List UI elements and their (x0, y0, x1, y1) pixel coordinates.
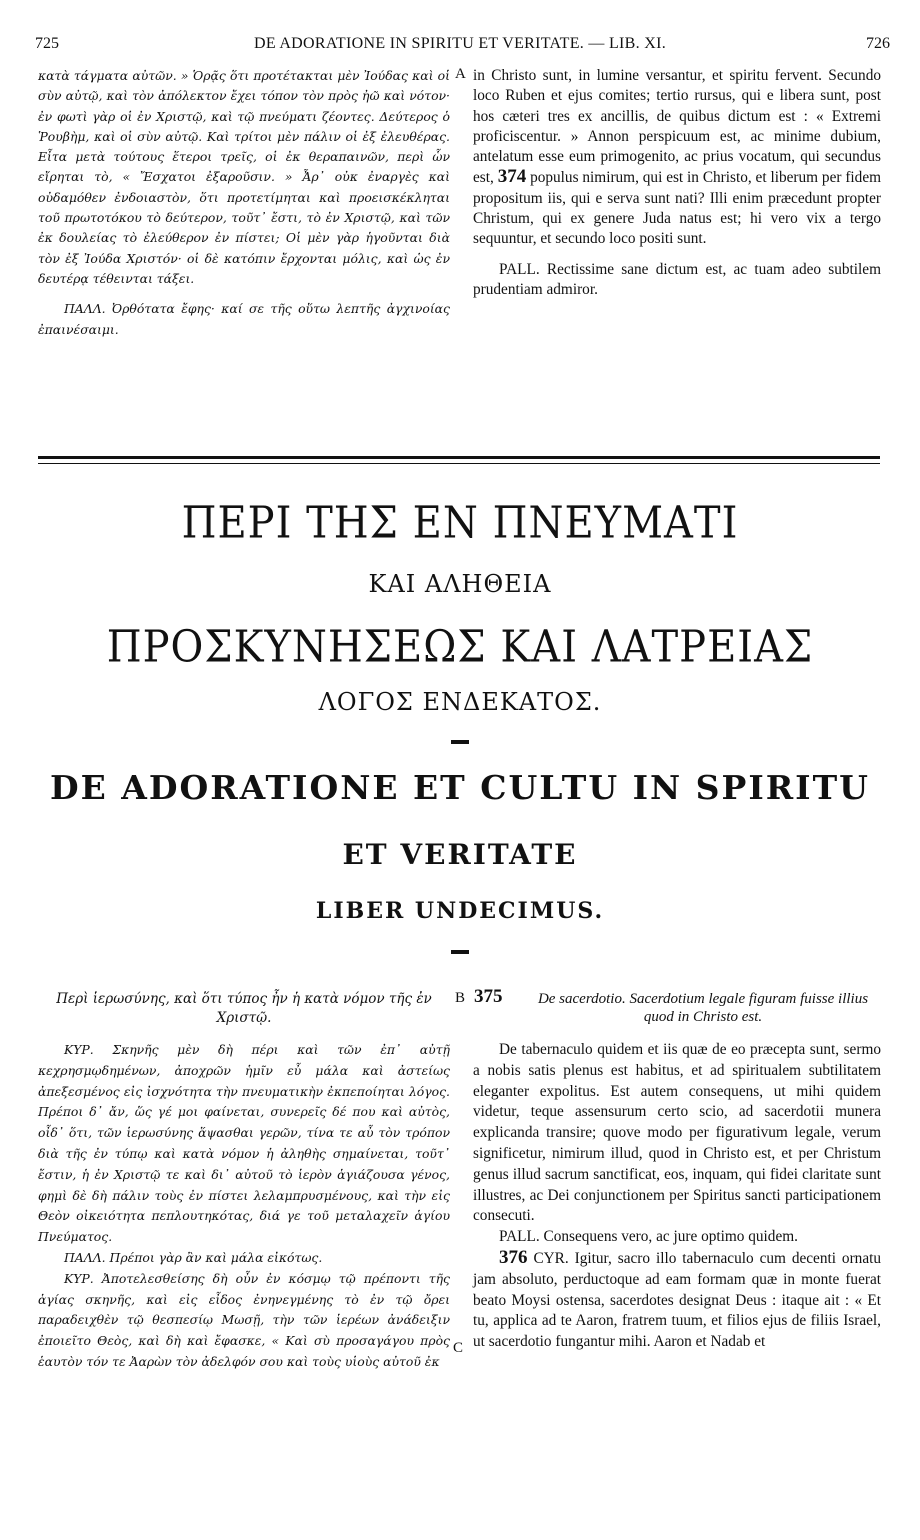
latin-column-bottom (473, 1040, 881, 1353)
latin-section-heading: De sacerdotio. Sacerdotium legale figuram fuisse illius quod in Christo est. (537, 991, 869, 1025)
greek-paragraph: κατὰ τάγματα αὐτῶν. » Ὁρᾷς ὅτι προτέτακται μὲν Ἰούδας καὶ οἱ σὺν αὐτῷ, καὶ τὸν ἀπόλεκτον ἔχει τόπον τὸν πρὸς ἠῶ καὶ νότον· ἐν φωτὶ γὰρ οἱ ἐν Χριστῷ, καὶ τῷ πνεύματι ζέοντες. Δεύτερος ὁ Ῥουβὴμ, καὶ οἱ σὺν αὐτῷ. Καὶ τρίτοι μὲν πάλιν οἱ ἐξ ἐλευθέρας. Εἶτα μετὰ τούτους ἕτεροι τρεῖς, οἱ ἐκ θεραπαινῶν, περὶ ὧν εἴρηται τὸ, « Ἔσχατοι ἐξαροῦσιν. » Ἆρ᾽ οὐκ ἐναργὲς καὶ οὐδαμόθεν ἐνδοιαστὸν, ὅτι προτετίμηται καὶ προεισκέκληται τοῦ πρωτοτόκου τὸ δεύτερον, τοῦτ᾽ ἔστι, τὸ ἐν Χριστῷ, καὶ τῶν ἐκ δουλείας τὸ ἐλεύθερον ἐν πίστει; Οἱ μὲν γὰρ ἡγοῦνται διὰ τὸν ἐξ Ἰούδα Χριστόν· οἱ δὲ κατόπιν ἔρχονται μόλις, καὶ ὡς ἐν δευτέρᾳ τέθεινται τάξει. (38, 68, 450, 286)
section-rule (38, 456, 880, 459)
latin-title-line: DE ADORATIONE ET CULTU IN SPIRITU (50, 768, 870, 807)
greek-title-line: ΚΑΙ ΑΛΗΘΕΙΑ (368, 570, 552, 598)
column-number: 375 (474, 986, 503, 1007)
latin-paragraph (473, 1248, 881, 1353)
title-dash (451, 950, 469, 954)
section-rule-thin (38, 463, 880, 464)
page-number-right: 726 (866, 35, 890, 52)
marginal-letter-a: A (455, 66, 466, 82)
title-dash (451, 740, 469, 744)
latin-paragraph (473, 66, 881, 250)
latin-subtitle: LIBER UNDECIMUS. (315, 898, 605, 924)
greek-paragraph: ΠΑΛΛ. Ὀρθότατα ἔφης· καί σε τῆς οὕτω λεπτῆς ἀγχινοίας ἐπαινέσαιμι. (38, 301, 450, 337)
latin-text: in Christo sunt, in lumine versantur, et spiritu fervent. Secundo loco Ruben et ejus comites; tertio rursus, qui e libera sunt, post hos cæteri tres ex ancillis, de quibus dictum est : « Extremi proficiscentur. » Annon perspicuum est, ac minime dubium, antelatum esse eum primogenito, ac prius vocatum, qui secundus est, (473, 67, 881, 187)
greek-column-top (38, 66, 450, 340)
column-number: 376 (499, 1246, 528, 1268)
greek-subtitle: ΛΟΓΟΣ ΕΝΔΕΚΑΤΟΣ. (318, 688, 602, 716)
greek-section-heading: Περὶ ἱερωσύνης, καὶ ὅτι τύπος ἦν ἡ κατὰ νόμον τῆς ἐν Χριστῷ. (56, 991, 432, 1026)
column-number: 374 (497, 166, 527, 188)
marginal-letter-c: C (453, 1340, 464, 1356)
latin-paragraph: PALL. Rectissime sane dictum est, ac tuam adeo subtilem prudentiam admiror. (473, 260, 881, 298)
latin-title-line: ET VERITATE (342, 838, 578, 871)
running-head (30, 35, 890, 59)
latin-text: CYR. Igitur, sacro illo tabernaculo cum decenti ornatu jam absoluto, perductoque ad eam formam quæ in monte fuerat beato Moysi ostensa, sacerdotes designat Deus : itaque ait : « Et tu, applica ad te Aaron, fratrem tuum, et filios ejus de filiis Israel, ut sacerdotio fungantur mihi. Aaron et Nadab et (473, 1249, 882, 1351)
greek-paragraph: ΚΥΡ. Σκηνῆς μὲν δὴ πέρι καὶ τῶν ἐπ᾽ αὐτῇ κεχρησμῳδημένων, ἀποχρῶν ἡμῖν εὖ μάλα καὶ ἀστείως ἀπεξεσμένος εἰς ἰσχνότητα τὴν πνευματικὴν ἐκπεποίηται λόγος. Πρέποι δ᾽ ἄν, ὥς γέ μοι φαίνεται, συνερεῖς δέ που καὶ αὐτὸς, οἶδ᾽ ὅτι, τῶν ἱερωσύνης ἅψασθαι γερῶν, τίνα τε αὖ τὸν τρόπον διὰ τῆς ἐν τύπῳ καὶ κατὰ νόμον ἡ ἀληθὴς σημαίνεται, τοῦτ᾽ ἔστιν, ἡ ἐν Χριστῷ τε καὶ δι᾽ αὐτοῦ τὸ ἱερὸν ἁγιάζουσα γένος, φημὶ δὲ δὴ πάλιν τοὺς ἐν πίστει λελαμπρυσμένους, καὶ τὴν εἰς Θεὸν οἰκειότητα πεπλουτηκότας, διά γε τοῦ μεταλαχεῖν ἁγίου Πνεύματος. (38, 1042, 450, 1245)
greek-column-bottom (38, 1040, 450, 1373)
greek-title-line: ΠΡΟΣΚΥΝΗΣΕΩΣ ΚΑΙ ΛΑΤΡΕΙΑΣ (106, 621, 814, 673)
running-title: DE ADORATIONE IN SPIRITU ET VERITATE. — LIB. XI. (253, 35, 667, 52)
latin-paragraph: PALL. Consequens vero, ac jure optimo quidem. (499, 1228, 798, 1246)
latin-paragraph: De tabernaculo quidem et iis quæ de eo præcepta sunt, sermo a nobis satis plenus est habitus, et ad spiritualem subtilitatem eleganter expolitus. Est autem consequens, ut mihi quidem videtur, teque assensurum certo scio, ad sacerdotii munera explicanda transire; quove modo per figurativum legale, verum significetur, nimirum illud, quod in Christo est, et per Christum genus illud sacrum sanctificat, eos, inquam, qui fidei claritate sunt illustres, ac Dei conjunctionem per Spiritus sancti participationem consecuti. (473, 1041, 881, 1225)
greek-paragraph: ΚΥΡ. Ἀποτελεσθείσης δὴ οὖν ἐν κόσμῳ τῷ πρέποντι τῆς ἁγίας σκηνῆς, καὶ εἰς εἶδος ἐνηνεγμένης τὸ ἐν τῷ ὄρει παραδειχθὲν τῷ θεσπεσίῳ Μωσῇ, τὴν τῶν ἱερέων ἀνάδειξιν ἐποιεῖτο Θεὸς, καὶ δὴ καὶ ἔφασκε, « Καὶ σὺ προσαγάγου πρὸς ἑαυτὸν τόν τε Ἀαρὼν τὸν ἀδελφόν σου καὶ τοὺς υἱοὺς αὐτοῦ ἐκ (38, 1270, 450, 1369)
marginal-letter-b: B (455, 990, 466, 1006)
page-number-left: 725 (35, 35, 59, 52)
greek-title-line: ΠΕΡΙ ΤΗΣ ΕΝ ΠΝΕΥΜΑΤΙ (181, 497, 739, 549)
latin-text: populus nimirum, qui est in Christo, et liberum per fidem propositum iis, qui e serva sunt nati? Illi enim præcedunt propter Christum, qui ex genere Juda natus est; hi vero vix a tergo sequuntur, et secundo loco positi sunt. (473, 169, 882, 248)
latin-column-top (473, 66, 881, 300)
greek-paragraph: ΠΑΛΛ. Πρέποι γὰρ ἂν καὶ μάλα εἰκότως. (64, 1249, 323, 1265)
